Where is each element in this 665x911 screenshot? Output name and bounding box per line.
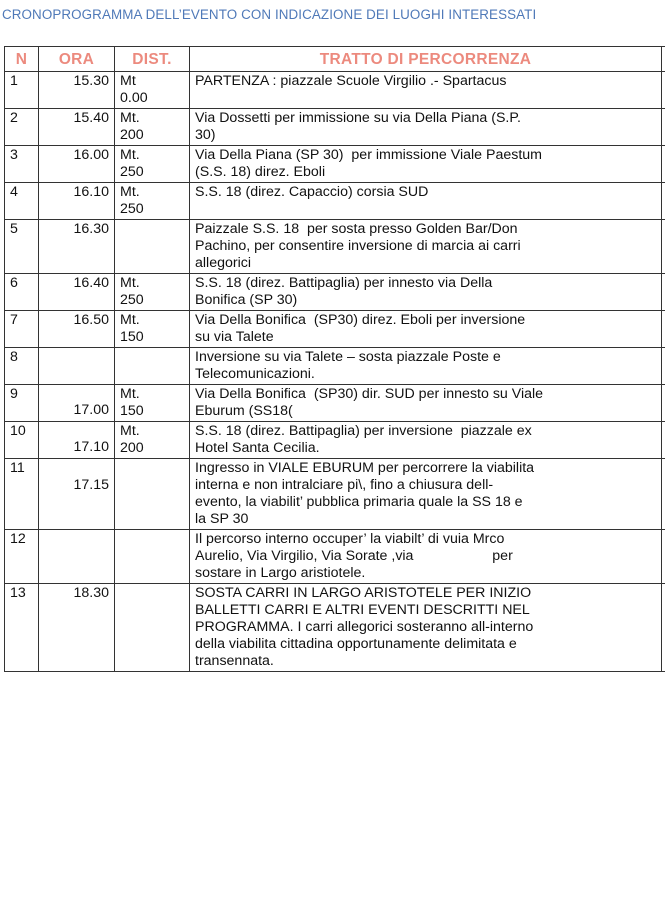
row-extra: [662, 459, 665, 530]
row-distance: [115, 530, 190, 584]
row-number: 13: [5, 584, 39, 672]
row-extra: [662, 183, 665, 220]
row-distance: Mt. 250: [115, 183, 190, 220]
table-row: [5, 311, 665, 348]
table-row: [5, 385, 665, 422]
row-extra: [662, 584, 665, 672]
row-extra: [662, 422, 665, 459]
row-route: Paizzale S.S. 18 per sosta presso Golden Bar/Don Pachino, per consentire inversione di marcia ai carri allegorici: [190, 220, 662, 274]
row-extra: [662, 146, 665, 183]
row-extra: [662, 385, 665, 422]
table-row: [5, 530, 665, 584]
table-row: [5, 109, 665, 146]
row-route: Inversione su via Talete – sosta piazzale Poste e Telecomunicazioni.: [190, 348, 662, 385]
row-extra: [662, 72, 665, 109]
table-row: [5, 348, 665, 385]
row-time: 16.50: [39, 311, 115, 348]
header-tratto: TRATTO DI PERCORRENZA: [190, 47, 662, 72]
row-time: 16.30: [39, 220, 115, 274]
table-row: [5, 72, 665, 109]
row-extra: [662, 220, 665, 274]
table-row: [5, 584, 665, 672]
table-header-row: [5, 47, 665, 72]
row-distance: Mt. 200: [115, 109, 190, 146]
row-time: 16.40: [39, 274, 115, 311]
row-route: Via Dossetti per immissione su via Della Piana (S.P. 30): [190, 109, 662, 146]
table-row: [5, 146, 665, 183]
header-dist: DIST.: [115, 47, 190, 72]
row-number: 6: [5, 274, 39, 311]
row-number: 7: [5, 311, 39, 348]
row-time: 17.10: [39, 422, 115, 459]
row-route: S.S. 18 (direz. Battipaglia) per innesto via Della Bonifica (SP 30): [190, 274, 662, 311]
itinerary-table: [4, 46, 665, 672]
row-route: Via Della Bonifica (SP30) dir. SUD per innesto su Viale Eburum (SS18(: [190, 385, 662, 422]
row-distance: [115, 348, 190, 385]
row-time: 16.10: [39, 183, 115, 220]
header-extra: [662, 47, 665, 72]
row-distance: Mt. 200: [115, 422, 190, 459]
row-time: 16.00: [39, 146, 115, 183]
header-n: N: [5, 47, 39, 72]
row-route: S.S. 18 (direz. Battipaglia) per inversione piazzale ex Hotel Santa Cecilia.: [190, 422, 662, 459]
row-extra: [662, 348, 665, 385]
row-number: 5: [5, 220, 39, 274]
table-row: [5, 220, 665, 274]
row-distance: Mt. 250: [115, 146, 190, 183]
row-extra: [662, 274, 665, 311]
row-distance: Mt. 150: [115, 385, 190, 422]
table-row: [5, 459, 665, 530]
row-number: 2: [5, 109, 39, 146]
row-route: SOSTA CARRI IN LARGO ARISTOTELE PER INIZIO BALLETTI CARRI E ALTRI EVENTI DESCRITTI NEL PROGRAMMA. I carri allegorici sosteranno all-interno della viabilita cittadina opportunamente delimitata e transennata.: [190, 584, 662, 672]
row-time: 17.00: [39, 385, 115, 422]
row-route: Via Della Bonifica (SP30) direz. Eboli per inversione su via Talete: [190, 311, 662, 348]
row-number: 9: [5, 385, 39, 422]
table-row: [5, 183, 665, 220]
row-number: 12: [5, 530, 39, 584]
table-row: [5, 422, 665, 459]
row-number: 10: [5, 422, 39, 459]
row-distance: [115, 220, 190, 274]
row-extra: [662, 109, 665, 146]
row-number: 8: [5, 348, 39, 385]
document-title: CRONOPROGRAMMA DELL’EVENTO CON INDICAZIONE DEI LUOGHI INTERESSATI: [2, 7, 537, 22]
row-distance: [115, 459, 190, 530]
row-route: S.S. 18 (direz. Capaccio) corsia SUD: [190, 183, 662, 220]
row-route: Ingresso in VIALE EBURUM per percorrere la viabilita interna e non intralciare pi\, fino a chiusura dell- evento, la viabilit’ pubblica primaria quale la SS 18 e la SP 30: [190, 459, 662, 530]
row-time: 15.30: [39, 72, 115, 109]
row-number: 4: [5, 183, 39, 220]
row-number: 1: [5, 72, 39, 109]
row-distance: Mt. 150: [115, 311, 190, 348]
row-route: PARTENZA : piazzale Scuole Virgilio .- Spartacus: [190, 72, 662, 109]
row-time: 17.15: [39, 459, 115, 530]
row-time: 15.40: [39, 109, 115, 146]
row-extra: [662, 311, 665, 348]
row-number: 11: [5, 459, 39, 530]
row-route: Il percorso interno occuper’ la viabilt’ di vuia Mrco Aurelio, Via Virgilio, Via Sorate ,via per sostare in Largo aristiotele.: [190, 530, 662, 584]
row-extra: [662, 530, 665, 584]
row-time: [39, 348, 115, 385]
row-time: 18.30: [39, 584, 115, 672]
row-distance: Mt 0.00: [115, 72, 190, 109]
header-ora: ORA: [39, 47, 115, 72]
table-row: [5, 274, 665, 311]
row-number: 3: [5, 146, 39, 183]
row-distance: Mt. 250: [115, 274, 190, 311]
row-time: [39, 530, 115, 584]
row-distance: [115, 584, 190, 672]
row-route: Via Della Piana (SP 30) per immissione Viale Paestum (S.S. 18) direz. Eboli: [190, 146, 662, 183]
